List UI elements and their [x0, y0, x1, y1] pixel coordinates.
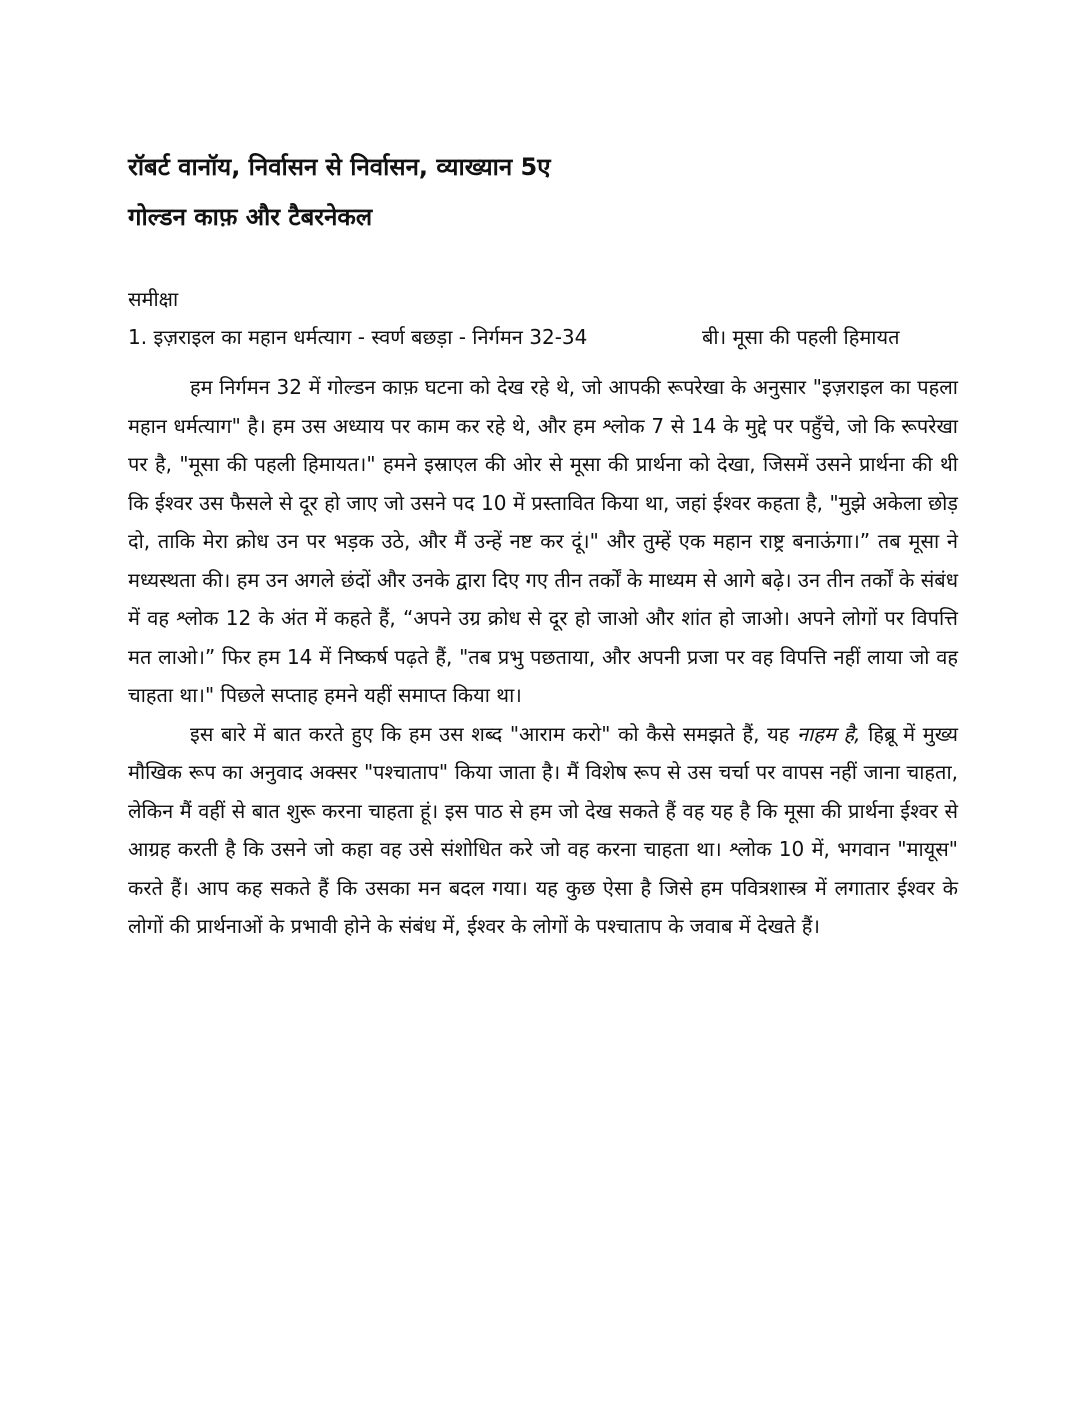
paragraph-2	[128, 715, 958, 946]
title-line-1: रॉबर्ट वानॉय, निर्वासन से निर्वासन, व्याख्यान 5ए	[128, 153, 551, 181]
paragraph-2-start: इस बारे में बात करते हुए कि हम उस शब्द "आराम करो" को कैसे समझते हैं, यह	[190, 721, 798, 746]
title-line-2: गोल्डन काफ़ और टैबरनेकल	[128, 203, 373, 231]
outline-right-text: बी। मूसा की पहली हिमायत	[702, 325, 900, 349]
outline-left-text: 1. इज़राइल का महान धर्मत्याग - स्वर्ण बछड़ा - निर्गमन 32-34	[128, 325, 588, 349]
paragraph-2-italic-term: नाहम है,	[797, 721, 861, 746]
paragraph-2-rest: हिब्रू में मुख्य मौखिक रूप का अनुवाद अक्सर "पश्चाताप" किया जाता है। मैं विशेष रूप से उस चर्चा पर वापस नहीं जाना चाहता, लेकिन मैं वहीं से बात शुरू करना चाहता हूं। इस पाठ से हम जो देख सकते हैं वह यह है कि मूसा की प्रार्थना ईश्वर से आग्रह करती है कि उसने जो कहा वह उसे संशोधित करे जो वह करना चाहता था। श्लोक 10 में, भगवान "मायूस" करते हैं। आप कह सकते हैं कि उसका मन बदल गया। यह कुछ ऐसा है जिसे हम पवित्रशास्त्र में लगातार ईश्वर के लोगों की प्रार्थनाओं के प्रभावी होने के संबंध में, ईश्वर के लोगों के पश्चाताप के जवाब में देखते हैं।	[128, 721, 958, 938]
section-label: समीक्षा	[128, 287, 179, 311]
outline-line	[128, 318, 958, 356]
document-body	[128, 142, 958, 946]
paragraph-1: हम निर्गमन 32 में गोल्डन काफ़ घटना को देख रहे थे, जो आपकी रूपरेखा के अनुसार "इज़राइल का पहला महान धर्मत्याग" है। हम उस अध्याय पर काम कर रहे थे, और हम श्लोक 7 से 14 के मुद्दे पर पहुँचे, जो कि रूपरेखा पर है, "मूसा की पहली हिमायत।" हमने इस्राएल की ओर से मूसा की प्रार्थना को देखा, जिसमें उसने प्रार्थना की थी कि ईश्वर उस फैसले से दूर हो जाए जो उसने पद 10 में प्रस्तावित किया था, जहां ईश्वर कहता है, "मुझे अकेला छोड़ दो, ताकि मेरा क्रोध उन पर भड़क उठे, और मैं उन्हें नष्ट कर दूं।" और तुम्हें एक महान राष्ट्र बनाऊंगा।” तब मूसा ने मध्यस्थता की। हम उन अगले छंदों और उनके द्वारा दिए गए तीन तर्कों के माध्यम से आगे बढ़े। उन तीन तर्कों के संबंध में वह श्लोक 12 के अंत में कहते हैं, “अपने उग्र क्रोध से दूर हो जाओ और शांत हो जाओ। अपने लोगों पर विपत्ति मत लाओ।” फिर हम 14 में निष्कर्ष पढ़ते हैं, "तब प्रभु पछताया, और अपनी प्रजा पर वह विपत्ति नहीं लाया जो वह चाहता था।" पिछले सप्ताह हमने यहीं समाप्त किया था।	[128, 375, 958, 707]
